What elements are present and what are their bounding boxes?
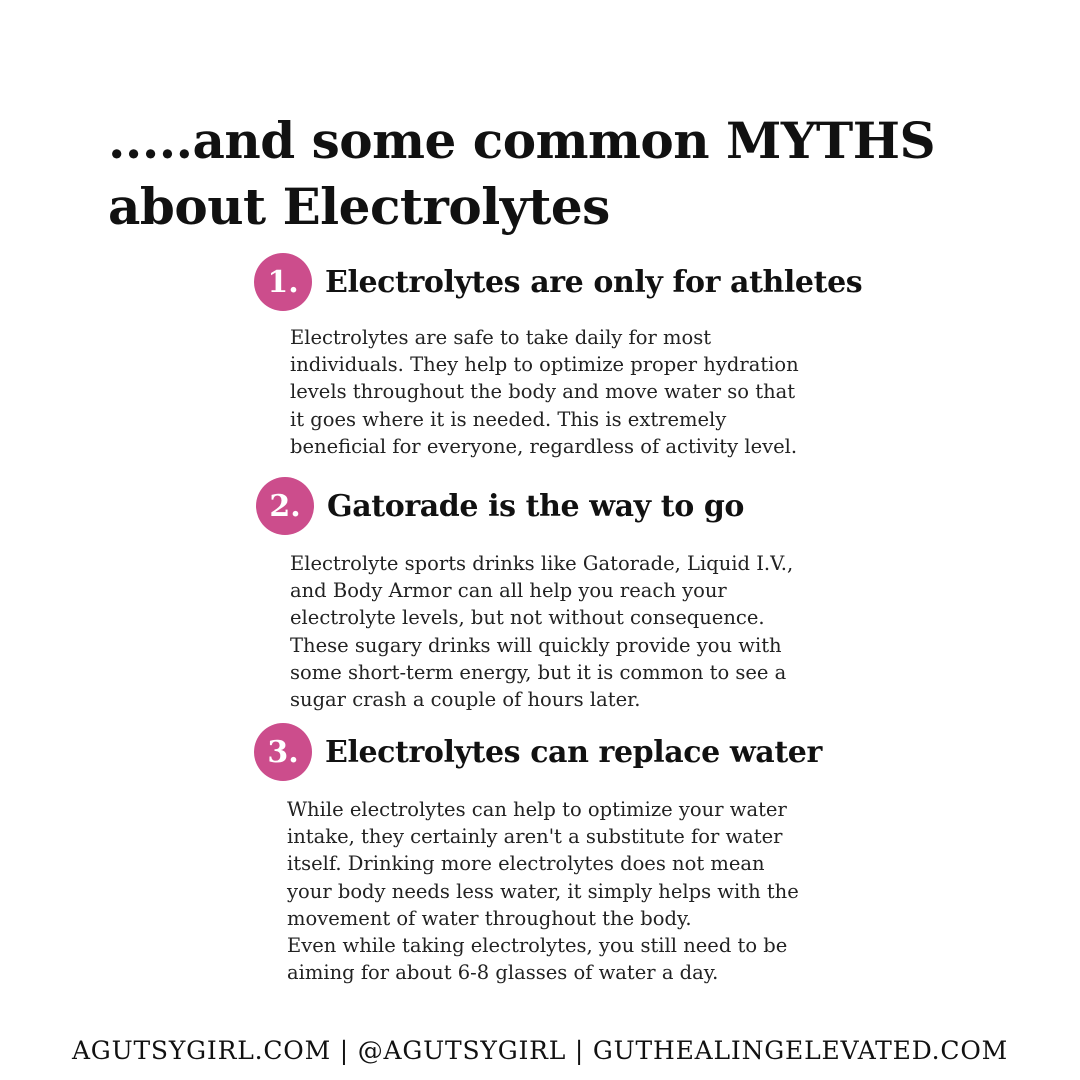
myth-1-body: Electrolytes are safe to take daily for most individuals. They help to optimize proper hydration levels throughout the body and move water so that it goes where it is needed. This is extremely beneficial for everyone, regardless of activity level. xyxy=(290,326,799,458)
myth-2-heading: Gatorade is the way to go xyxy=(327,488,745,524)
myth-2-header xyxy=(256,476,744,536)
number-badge-2: 2. xyxy=(256,477,314,535)
myth-3-body: While electrolytes can help to optimize your water intake, they certainly aren't a substitute for water itself. Drinking more electrolytes does not mean your body needs less water, it simply helps with the movement of water throughout the body. Even while taking electrolytes, you still need to be aiming for about 6-8 glasses of water a day. xyxy=(287,798,799,985)
myth-1-header xyxy=(254,252,862,312)
myth-2-body: Electrolyte sports drinks like Gatorade, Liquid I.V., and Body Armor can all help you reach your electrolyte levels, but not without consequence. These sugary drinks will quickly provide you with some short-term energy, but it is common to see a sugar crash a couple of hours later. xyxy=(290,552,794,712)
number-badge-1: 1. xyxy=(254,253,312,311)
page-title: .....and some common MYTHS about Electrolytes xyxy=(108,111,936,236)
myth-3-heading: Electrolytes can replace water xyxy=(325,734,822,770)
myth-1-heading: Electrolytes are only for athletes xyxy=(325,264,863,300)
footer-links: AGUTSYGIRL.COM | @AGUTSYGIRL | GUTHEALINGELEVATED.COM xyxy=(71,1036,1009,1065)
number-badge-3: 3. xyxy=(254,723,312,781)
myth-3-header xyxy=(254,722,822,782)
